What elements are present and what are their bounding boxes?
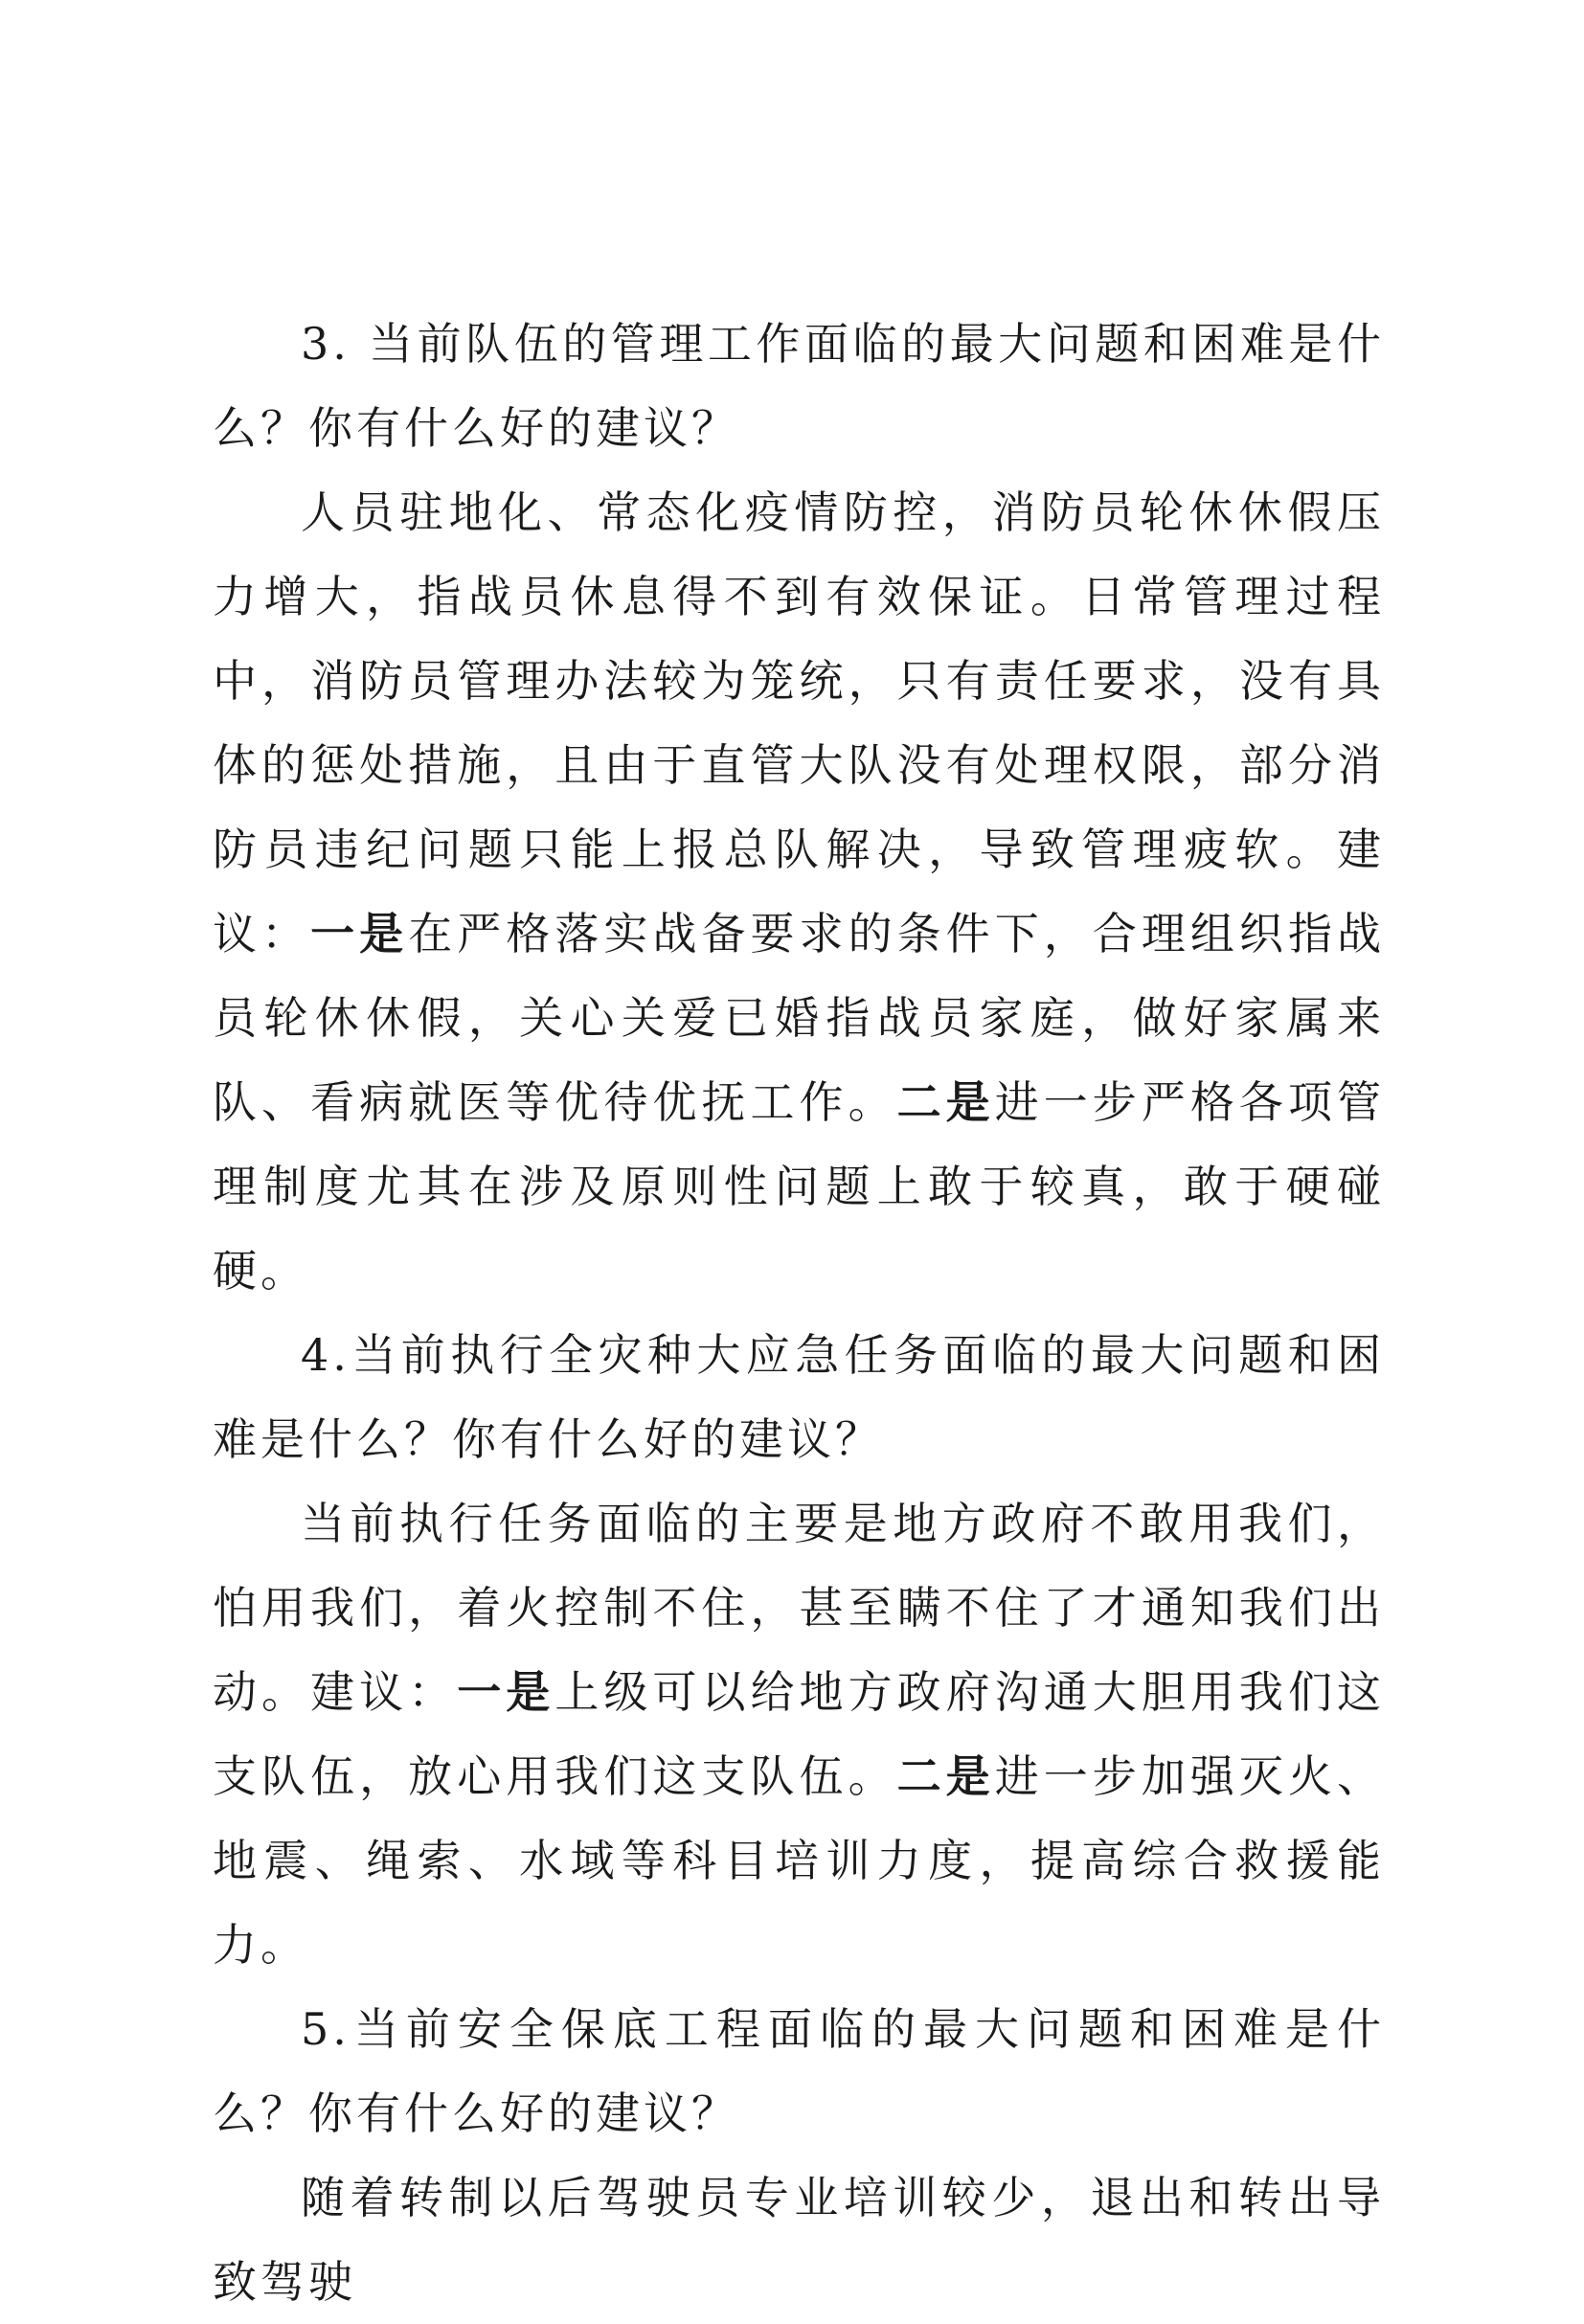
answer-3 [213,470,1385,1313]
answer-3-point-2-text: 进一步严格各项管理制度尤其在涉及原则性问题上敢于较真，敢于硬碰硬。 [213,1076,1386,1297]
answer-4 [213,1481,1385,1987]
question-5 [213,1987,1385,2155]
answer-3-text: 人员驻地化、常态化疫情防控，消防员轮休休假压力增大，指战员休息得不到有效保证。日常管理过程中，消防员管理办法较为笼统，只有责任要求，没有具体的惩处措施，且由于直管大队没有处理权限，部分消防员违纪问题只能上报总队解决，导致管理疲软。建议： [213,486,1385,959]
question-3 [213,302,1385,470]
document-page [213,302,1385,2324]
answer-4-point-1-text: 上级可以给地方政府沟通大胆用我们这支队伍，放心用我们这支队伍。 [213,1666,1386,1802]
answer-4-point-2-text: 进一步加强灭火、地震、绳索、水域等科目培训力度，提高综合救援能力。 [213,1750,1386,1971]
question-4 [213,1313,1385,1481]
answer-4-point-1-label: 一是 [457,1666,555,1718]
answer-5-text: 随着转制以后驾驶员专业培训较少，退出和转出导致驾驶 [213,2172,1385,2308]
answer-3-point-1-label: 一是 [310,908,409,959]
answer-3-point-2-label: 二是 [896,1076,995,1128]
question-3-text: 3. 当前队伍的管理工作面临的最大问题和困难是什么？你有什么好的建议？ [213,318,1385,454]
answer-4-text: 当前执行任务面临的主要是地方政府不敢用我们，怕用我们，着火控制不住，甚至瞒不住了才通知我们出动。建议： [213,1498,1385,1718]
answer-5 [213,2155,1385,2324]
question-5-text: 5.当前安全保底工程面临的最大问题和困难是什么？你有什么好的建议？ [213,2003,1385,2139]
question-4-text: 4.当前执行全灾种大应急任务面临的最大问题和困难是什么？你有什么好的建议？ [213,1329,1385,1465]
answer-3-point-1-text: 在严格落实战备要求的条件下，合理组织指战员轮休休假，关心关爱已婚指战员家庭，做好家属来队、看病就医等优待优抚工作。 [213,908,1386,1128]
answer-4-point-2-label: 二是 [896,1750,995,1802]
